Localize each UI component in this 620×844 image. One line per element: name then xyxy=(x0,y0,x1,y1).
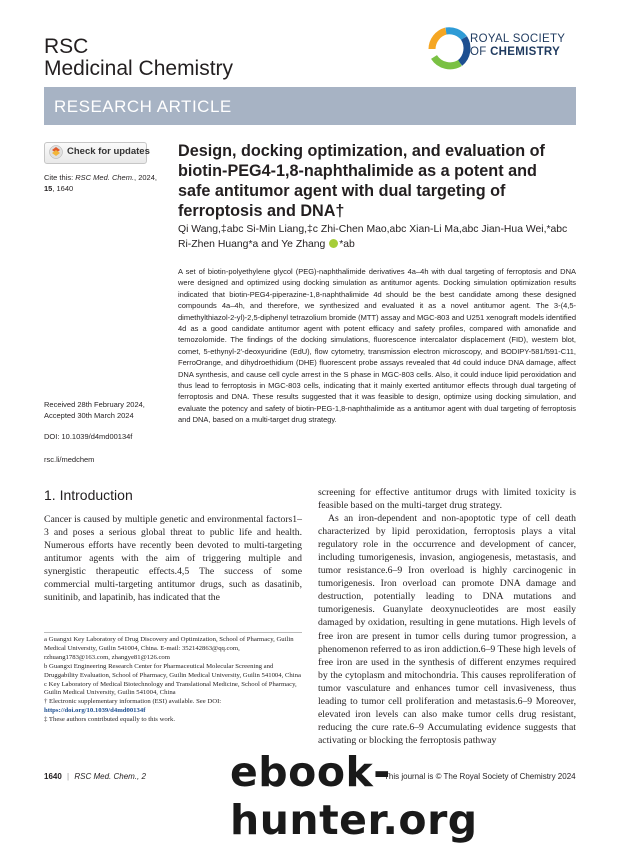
journal-name xyxy=(44,36,233,80)
doi-text[interactable]: DOI: 10.1039/d4md00134f xyxy=(44,432,133,441)
intro-paragraph-2: screening for effective antitumor drugs with limited toxicity is feasible based on the multi-target drug strategy. xyxy=(318,487,576,512)
accepted-date: Accepted 30th March 2024 xyxy=(44,411,134,420)
footnote-esi: † Electronic supplementary information (ESI) available. See DOI: https://doi.org/10.1039/d4md00134f xyxy=(44,698,222,715)
esi-doi-link[interactable]: https://doi.org/10.1039/d4md00134f xyxy=(44,707,146,715)
received-date: Received 28th February 2024, xyxy=(44,400,145,409)
rsc-logo-text xyxy=(470,33,565,59)
footnote-equal-contribution: ‡ These authors contributed equally to this work. xyxy=(44,716,176,724)
article-title: Design, docking optimization, and evaluation of biotin-PEG4-1,8-naphthalimide as a potent and safe antitumor agent with dual targeting of ferroptosis and DNA† xyxy=(178,142,545,220)
logo-line2: OF CHEMISTRY xyxy=(470,46,561,58)
logo-line1: ROYAL SOCIETY xyxy=(470,33,566,45)
intro-paragraph-3: As an iron-dependent and non-apoptotic type of cell death characterized by lipid peroxidation, ferroptosis plays a vital regulatory role in the occurrence and development of cancer, including tumorigenesis, invasion, angiogenesis, metastasis, and tumor resistance.6–9 Iron overload is highly carcinogenic in tumorigenesis. Iron overload can promote DNA damage and destruction, potentially leading to DNA mutations and tumorigenesis. Guanylate deoxynucleotides are most easily damaged by oxidation, resulting in gene mutations. High levels of free iron are present in tumor cells during tumor progression, a phenomenon referred to as iron addiction.6–9 These high levels of free iron are used in the synthesis of different enzymes required by the cytoplasm and mitochondria. This causes reproliferation of tumor vasculature and enhances tumor cell invasiveness, thus leading to tumor cell proliferation and metastasis.6–9 Moreover, elevated iron levels can also make tumor cells drug resistant, reducing the cure rate.6–9 Accumulating evidence suggests that activating or blocking the ferroptosis pathway xyxy=(318,513,576,746)
journal-url-link[interactable]: rsc.li/medchem xyxy=(44,455,95,464)
footnote-affiliation-a: a Guangxi Key Laboratory of Drug Discovery and Optimization, School of Pharmacy, Guilin Medical University, Guilin 541004, China. E-mail: 352142863@qq.com, rzhuang1783@163.com, zhangye81@126.com xyxy=(44,636,294,661)
journal-name-line1: RSC xyxy=(44,35,89,58)
page-footer-right: This journal is © The Royal Society of Chemistry 2024 xyxy=(384,772,576,781)
abstract: A set of biotin-polyethylene glycol (PEG)-naphthalimide derivatives 4a–4h with dual targeting of ferroptosis and DNA were designed and optimized using docking simulation as antitumor agents. Docking simulation optimization results indicated that biotin-PEG4-piperazine-1,8-naphthalimide 4d should be the best candidate among these designed compounds 4a–4h, and therefore, we synthesized and evaluated it as a novel antitumor agent. The 3-(4,5-dimethylthiazol-2-yl)-2,5-diphenyl tetrazolium bromide (MTT) assay and MGC-803 and U251 xenograft models identified 4d as a good candidate antitumor agent with potent efficacy and safety profiles, compared with amonafide and temozolomide. The findings of the docking simulations, fluorescence intercalator displacement (FID), western blot, comet, 5-ethynyl-2′-deoxyuridine (EdU), flow cytometry, transmission electron microscopy, and BODIPY-581/591-C11, FerroOrange, and dihydroethidium (DHE) fluorescent probe assays revealed that 4d could induce DNA damage, affect DNA synthesis, and cause cell cycle arrest in the S phase in MGC-803 cells. Also, it could induce lipid peroxidation and thus lead to ferroptosis in MGC-803 cells, indicating that it mainly exerted antitumor effects through dual targeting of ferroptosis and DNA. These results suggested that it was feasible to design, optimize using docking simulation, and evaluate the potency and safety of biotin-PEG-1,8-naphthalimide as a antitumor agent with dual targeting of ferroptosis and DNA, based on a multi-target drug strategy. xyxy=(178,267,576,425)
authors-line1: Qi Wang,‡abc Si-Min Liang,‡c Zhi-Chen Mao,abc Xian-Li Ma,abc Jian-Hua Wei,*abc xyxy=(178,224,568,235)
footer-journal: RSC Med. Chem., 2 xyxy=(74,772,146,781)
page-number: 1640 xyxy=(44,772,62,781)
footnote-affiliation-c: c Key Laboratory of Medical Biotechnology and Translational Medicine, School of Pharmacy, Guilin Medical University, Guilin 541004, China xyxy=(44,680,297,697)
footnotes xyxy=(44,636,302,725)
check-for-updates-label: Check for updates xyxy=(67,146,150,157)
section-heading-introduction: 1. Introduction xyxy=(44,487,133,503)
footnote-divider xyxy=(44,632,302,633)
cite-this: Cite this: RSC Med. Chem., 2024, 15, 1640 xyxy=(44,173,157,193)
footnote-affiliation-b: b Guangxi Engineering Research Center for Pharmaceutical Molecular Screening and Druggability Evaluation, School of Pharmacy, Guilin Medical University, Guilin 541004, China xyxy=(44,662,301,679)
intro-right-column xyxy=(318,486,576,747)
intro-paragraph-1: Cancer is caused by multiple genetic and environmental factors1–3 and poses a serious global threat to public life and health. Numerous efforts have recently been devoted to multi-targeting antitumor agents with the aim of triggering multiple and synergistic therapeutic effects.4,5 The success of some commercial multi-targeting antitumor drugs, such as dasatinib, sunitinib, and lapatinib, has indicated that the xyxy=(44,514,302,604)
author-list xyxy=(178,223,573,252)
article-type-label: RESEARCH ARTICLE xyxy=(54,97,232,116)
footer-separator: | xyxy=(67,772,70,781)
page-footer-left xyxy=(44,772,146,781)
orcid-icon[interactable] xyxy=(329,239,338,248)
intro-left-column xyxy=(44,513,302,604)
journal-name-line2: Medicinal Chemistry xyxy=(44,57,234,80)
watermark: ebook-hunter.org xyxy=(230,748,478,844)
check-updates-icon xyxy=(49,145,63,159)
authors-line2: Ri-Zhen Huang*a and Ye Zhang *ab xyxy=(178,238,355,250)
